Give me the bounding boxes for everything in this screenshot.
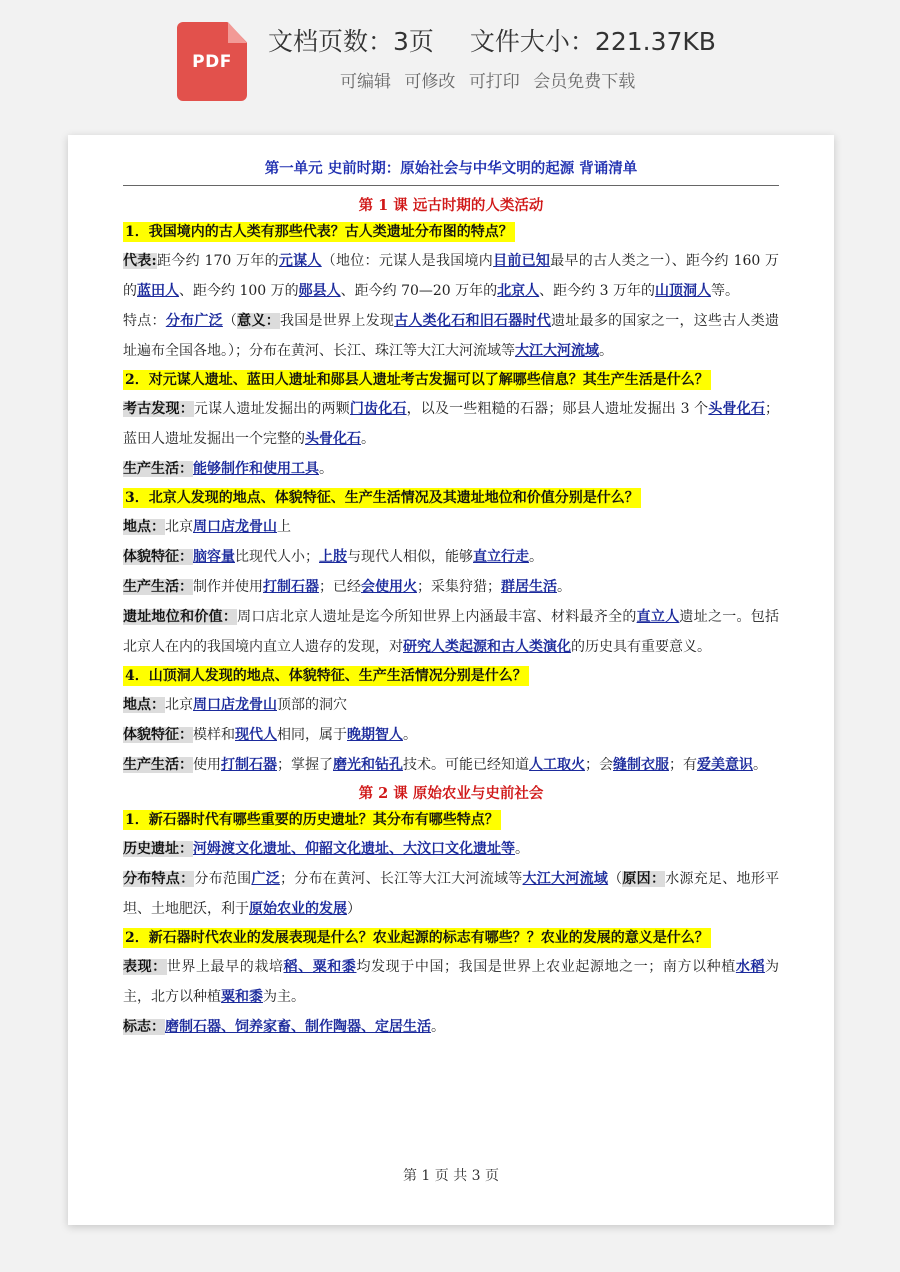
file-size: 文件大小：221.37KB [469,27,716,56]
question: 1．我国境内的古人类有那些代表？古人类遗址分布图的特点？ [125,224,513,240]
question: 2．对元谋人遗址、蓝田人遗址和郧县人遗址考古发掘可以了解哪些信息？其生产生活是什么？ [125,372,709,388]
answer-paragraph: 生产生活：能够制作和使用工具。 [123,461,333,477]
question: 1．新石器时代有哪些重要的历史遗址？其分布有哪些特点？ [125,812,499,828]
answer-paragraph: 历史遗址：河姆渡文化遗址、仰韶文化遗址、大汶口文化遗址等。 [123,841,529,857]
feature-modifiable: 可修改 [404,72,456,92]
feature-member-download: 会员免费下载 [533,72,636,92]
page-content [123,135,779,1042]
answer-paragraph: 考古发现：元谋人遗址发掘出的两颗门齿化石，以及一些粗糙的石器；郧县人遗址发掘出 3 个头骨化石；蓝田人遗址发掘出一个完整的头骨化石。 [123,401,780,447]
page-footer: 第 1 页 共 3 页 [402,1168,500,1184]
answer-paragraph: 体貌特征：模样和现代人相同，属于晚期智人。 [123,727,417,743]
answer-paragraph: 表现：世界上最早的栽培稻、粟和黍均发现于中国；我国是世界上农业起源地之一；南方以种植水稻为主，北方以种植粟和黍为主。 [123,959,780,1005]
document-features [340,67,643,92]
pdf-label: PDF [192,52,232,72]
feature-editable: 可编辑 [340,72,391,92]
pdf-fold-icon [228,22,247,43]
answer-paragraph: 生产生活：使用打制石器；掌握了磨光和钻孔技术。可能已经知道人工取火；会缝制衣服；有爱美意识。 [123,757,767,773]
answer-paragraph: 特点：分布广泛（意义：我国是世界上发现古人类化石和旧石器时代遗址最多的国家之一，这些古人类遗址遍布全国各地。）；分布在黄河、长江、珠江等大江大河流域等大江大河流域。 [123,313,780,359]
unit-title: 第一单元 史前时期：原始社会与中华文明的起源 背诵清单 [123,135,779,186]
answer-paragraph: 遗址地位和价值：周口店北京人遗址是迄今所知世界上内涵最丰富、材料最齐全的直立人遗址之一。包括北京人在内的我国境内直立人遗存的发现，对研究人类起源和古人类演化的历史具有重要意义。 [123,609,780,655]
lesson-1-title: 第 1 课 远古时期的人类活动 [358,197,544,214]
answer-paragraph: 分布特点：分布范围广泛；分布在黄河、长江等大江大河流域等大江大河流域（原因：水源充足、地形平坦、土地肥沃，利于原始农业的发展） [123,871,780,917]
question: 2．新石器时代农业的发展表现是什么？农业起源的标志有哪些？？农业的发展的意义是什么？ [125,930,709,946]
answer-paragraph: 标志：磨制石器、饲养家畜、制作陶器、定居生活。 [123,1019,445,1035]
lesson-2-title: 第 2 课 原始农业与史前社会 [358,785,544,802]
document-page [68,135,834,1225]
answer-paragraph: 地点：北京周口店龙骨山顶部的洞穴 [123,697,347,713]
answer-paragraph: 地点：北京周口店龙骨山上 [123,519,291,535]
question: 3．北京人发现的地点、体貌特征、生产生活情况及其遗址地位和价值分别是什么？ [125,490,639,506]
feature-printable: 可打印 [468,72,520,92]
document-header [0,0,900,130]
answer-paragraph: 代表:距今约 170 万年的元谋人（地位：元谋人是我国境内目前已知最早的古人类之一）、距今约 160 万的蓝田人、距今约 100 万的郧县人、距今约 70—20 万年的北京人、距今约 3 万年的山顶洞人等。 [123,253,780,299]
page-count: 文档页数：3页 [268,27,434,56]
answer-paragraph: 生产生活：制作并使用打制石器；已经会使用火；采集狩猎；群居生活。 [123,579,571,595]
question: 4．山顶洞人发现的地点、体貌特征、生产生活情况分别是什么？ [125,668,527,684]
document-meta-title [268,22,716,58]
answer-paragraph: 体貌特征：脑容量比现代人小；上肢与现代人相似，能够直立行走。 [123,549,543,565]
